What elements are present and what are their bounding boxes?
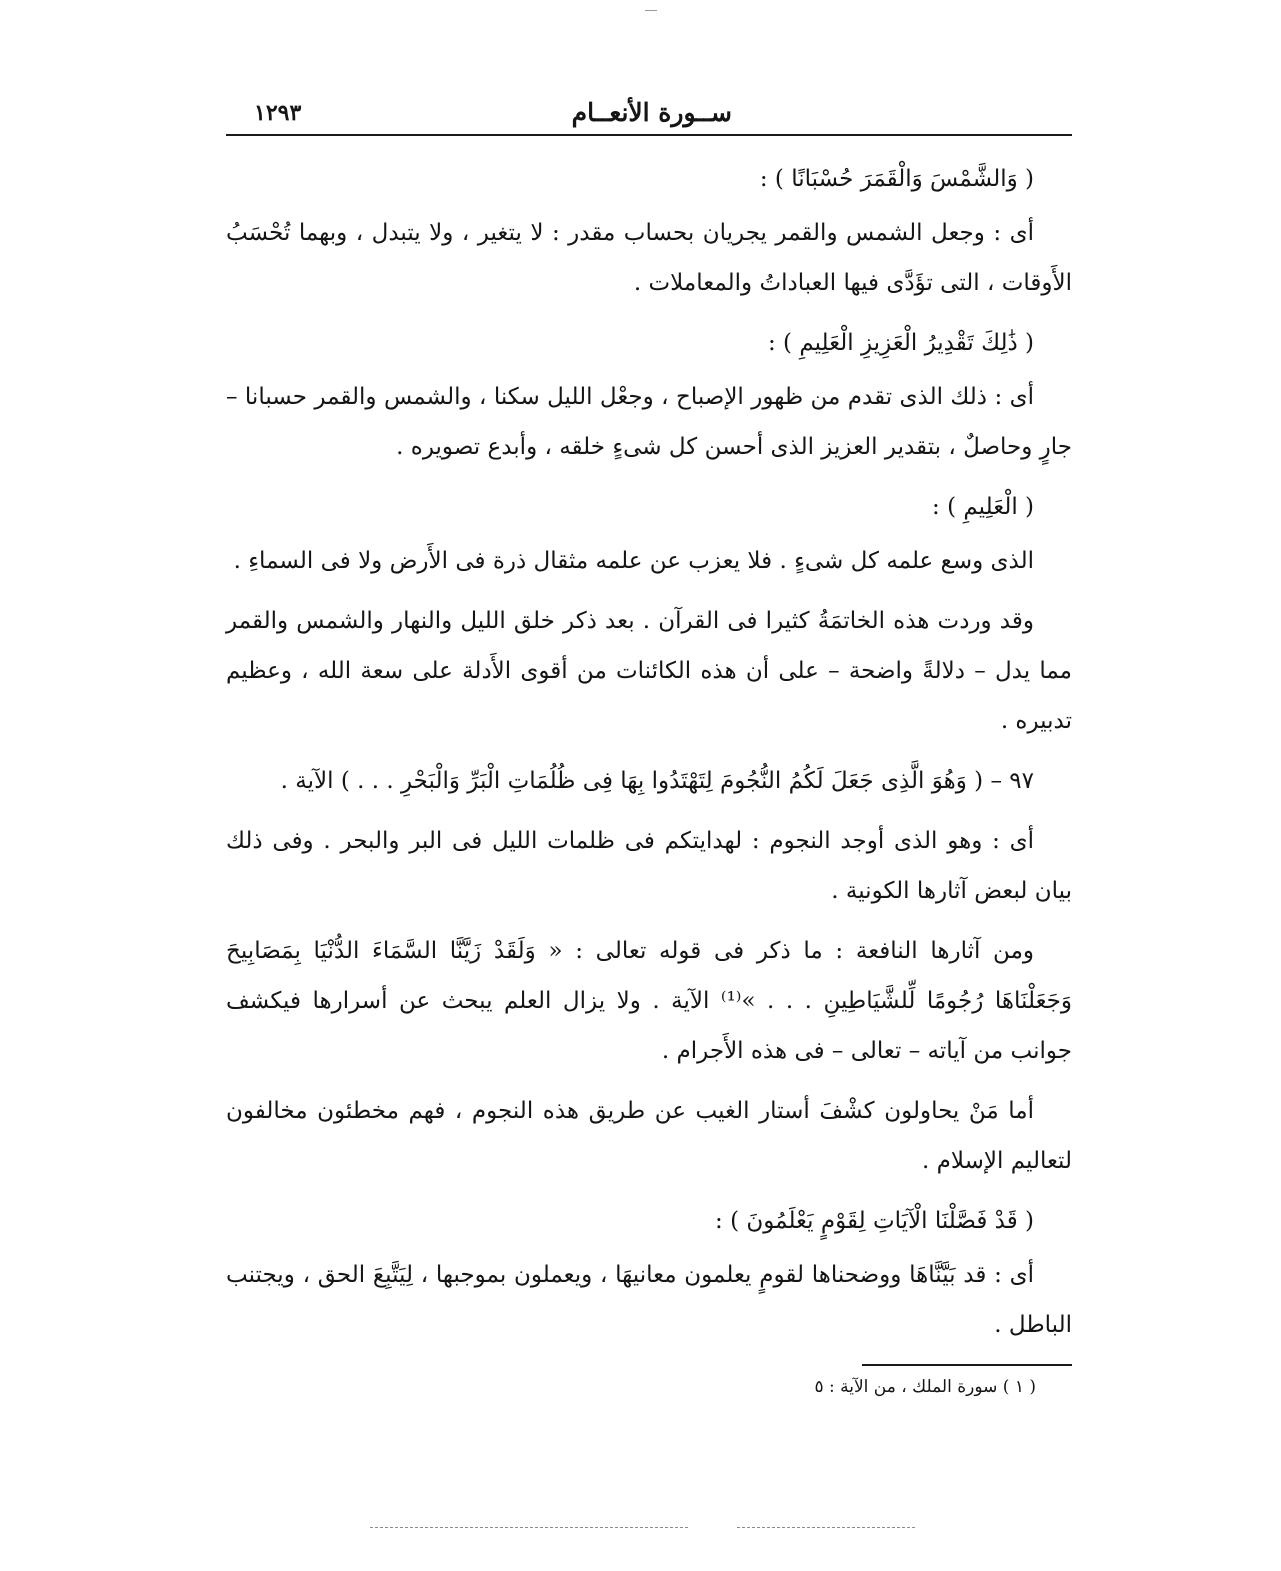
commentary-paragraph: أما مَنْ يحاولون كشْفَ أستار الغيب عن طريق هذه النجوم ، فهم مخطئون مخالفون لتعاليم الإسلام . (226, 1098, 1072, 1174)
quran-quote: ( الْعَلِيمِ ) : (932, 494, 1034, 520)
scan-mark-bottom-right (737, 1527, 915, 1528)
running-header (226, 92, 1072, 132)
header-rule (226, 134, 1072, 136)
footnote-rule (862, 1364, 1072, 1366)
commentary-paragraph: وقد وردت هذه الخاتمَةُ كثيرا فى القرآن . بعد ذكر خلق الليل والنهار والشمس والقمر مما يدل – دلالةً واضحة – على أن هذه الكائنات من أقوى الأَدلة على سعة الله ، وعظيم تدبيره . (226, 608, 1072, 734)
commentary-paragraph: أى : ذلك الذى تقدم من ظهور الإصباح ، وجعْل الليل سكنا ، والشمس والقمر حسبانا – جارٍ وحاصلٌ ، بتقدير العزيز الذى أحسن كل شىءٍ خلقه ، وأبدع تصويره . (226, 384, 1072, 460)
footnote: ( ١ ) سورة الملك ، من الآية : ٥ (814, 1377, 1036, 1397)
commentary-paragraph: أى : وهو الذى أوجد النجوم : لهدايتكم فى ظلمات الليل فى البر والبحر . وفى ذلك بيان لبعض آثارها الكونية . (226, 828, 1072, 904)
commentary-paragraph: الذى وسع علمه كل شىءٍ . فلا يعزب عن علمه مثقال ذرة فى الأَرض ولا فى السماءِ . (233, 548, 1034, 574)
surah-title: ســورة الأنعــام (571, 98, 732, 127)
page-body (226, 154, 1072, 1350)
commentary-paragraph: ومن آثارها النافعة : ما ذكر فى قوله تعالى : « وَلَقَدْ زَيَّنَّا السَّمَاءَ الدُّنْيَا بِمَصَابِيحَ وَجَعَلْنَاهَا رُجُومًا لِّلشَّيَاطِينِ . . . »⁽¹⁾ الآية . ولا يزال العلم يبحث عن أسرارها فيكشف جوانب من آياته – تعالى – فى هذه الأَجرام . (226, 938, 1072, 1064)
commentary-paragraph: أى : وجعل الشمس والقمر يجريان بحساب مقدر : لا يتغير ، ولا يتبدل ، وبهما تُحْسَبُ الأَوقات ، التى تؤَدَّى فيها العباداتُ والمعاملات . (226, 220, 1072, 296)
scan-mark-bottom (370, 1527, 688, 1528)
page-number: ١٢٩٣ (254, 100, 302, 126)
commentary-paragraph: أى : قد بَيَّنَّاهَا ووضحناها لقومٍ يعلمون معانيهَا ، ويعملون بموجبها ، لِيَتَّبِعَ الحق ، ويجتنب الباطل . (226, 1262, 1072, 1338)
quran-quote: ( ذَٰلِكَ تَقْدِيرُ الْعَزِيزِ الْعَلِيمِ ) : (767, 330, 1034, 356)
book-page (226, 92, 1072, 1402)
quran-quote: ( قَدْ فَصَّلْنَا الْآيَاتِ لِقَوْمٍ يَعْلَمُونَ ) : (715, 1208, 1034, 1234)
quran-quote: ( وَالشَّمْسَ وَالْقَمَرَ حُسْبَانًا ) : (759, 166, 1034, 192)
scan-mark-top (645, 10, 657, 11)
verse-heading: ٩٧ – ( وَهُوَ الَّذِى جَعَلَ لَكُمُ النُّجُومَ لِتَهْتَدُوا بِهَا فِى ظُلُمَاتِ الْبَرِّ وَالْبَحْرِ . . . ) الآية . (280, 768, 1034, 794)
